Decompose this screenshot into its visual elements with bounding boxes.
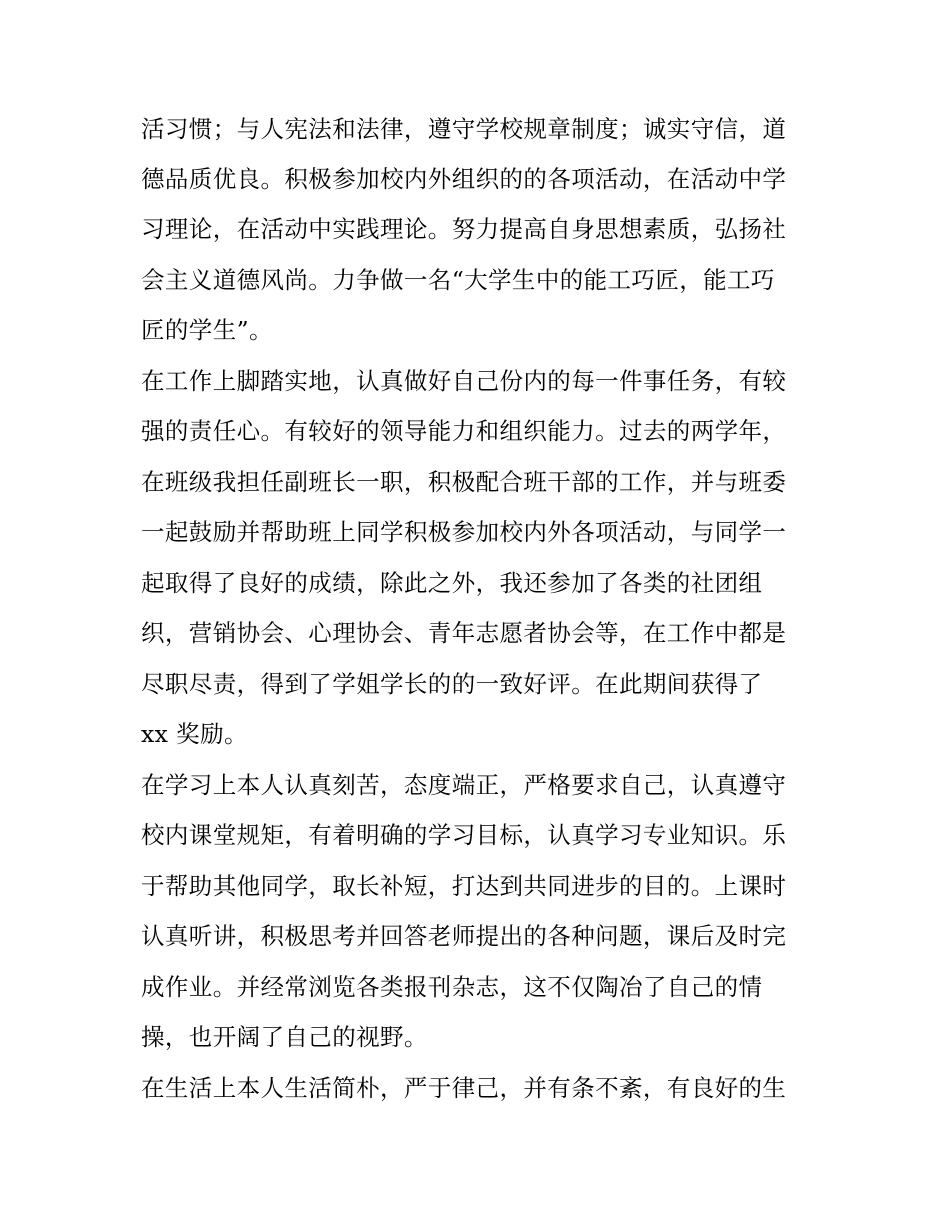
text-line: 认真听讲，积极思考并回答老师提出的各种问题，课后及时完 — [141, 922, 787, 950]
text-line: 一起鼓励并帮助班上同学积极参加校内外各项活动，与同学一 — [141, 518, 787, 546]
text-line: 习理论，在活动中实践理论。努力提高自身思想素质，弘扬社 — [141, 215, 787, 243]
text-line: 于帮助其他同学，取长补短，打达到共同进步的目的。上课时 — [141, 872, 787, 900]
text-line: 尽职尽责，得到了学姐学长的的一致好评。在此期间获得了 — [141, 670, 763, 698]
text-line: 织，营销协会、心理协会、青年志愿者协会等，在工作中都是 — [141, 619, 787, 647]
text-line: xx 奖励。 — [141, 720, 248, 748]
text-line: 在班级我担任副班长一职，积极配合班干部的工作，并与班委 — [141, 468, 787, 496]
text-line: 校内课堂规矩，有着明确的学习目标，认真学习专业知识。乐 — [141, 821, 787, 849]
text-line: 操，也开阔了自己的视野。 — [141, 1023, 428, 1051]
text-line: 匠的学生”。 — [141, 316, 273, 344]
text-line: 会主义道德风尚。力争做一名“大学生中的能工巧匠，能工巧 — [141, 266, 775, 294]
text-line: 起取得了良好的成绩，除此之外，我还参加了各类的社团组 — [141, 569, 763, 597]
text-line: 强的责任心。有较好的领导能力和组织能力。过去的两学年， — [141, 417, 787, 445]
text-line: 活习惯；与人宪法和法律，遵守学校规章制度；诚实守信，道 — [141, 115, 787, 143]
text-line: 在工作上脚踏实地，认真做好自己份内的每一件事任务，有较 — [141, 367, 787, 395]
text-line: 在生活上本人生活简朴，严于律己，并有条不紊，有良好的生 — [141, 1074, 787, 1102]
text-line: 成作业。并经常浏览各类报刊杂志，这不仅陶冶了自己的情 — [141, 973, 763, 1001]
text-line: 在学习上本人认真刻苦，态度端正，严格要求自己，认真遵守 — [141, 771, 787, 799]
text-line: 德品质优良。积极参加校内外组织的的各项活动，在活动中学 — [141, 165, 787, 193]
